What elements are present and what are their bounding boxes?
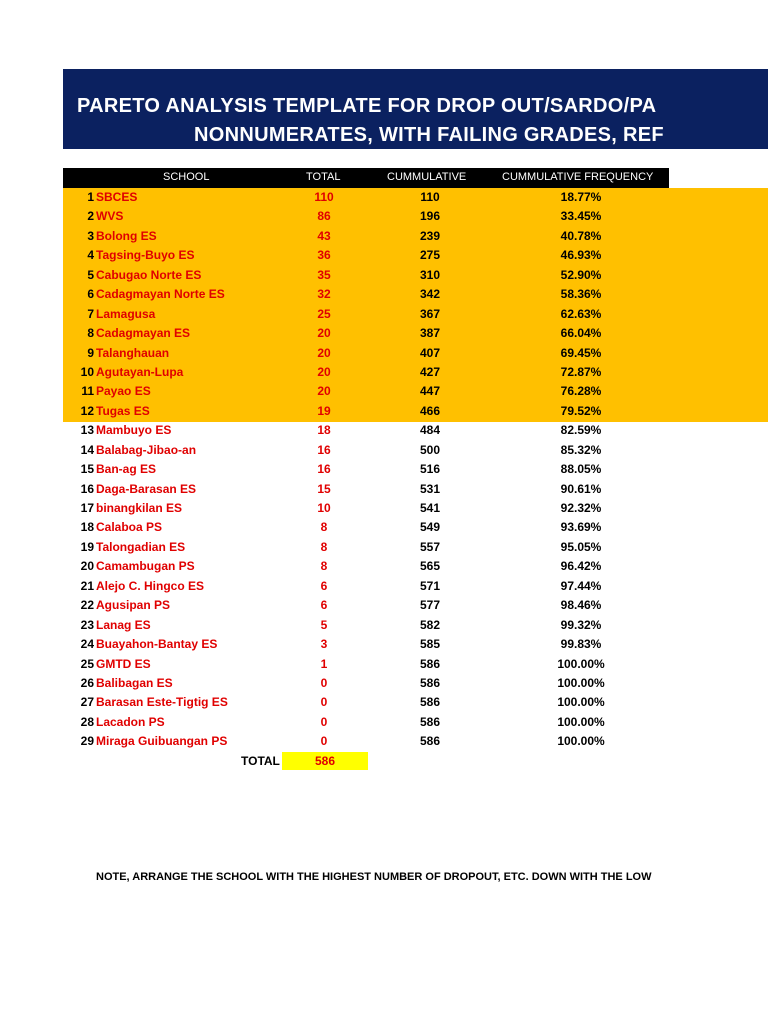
table-row: [0, 421, 768, 440]
title-line-1: PARETO ANALYSIS TEMPLATE FOR DROP OUT/SARDO/PA: [77, 95, 657, 117]
row-number: 7: [87, 306, 94, 321]
school-name: binangkilan ES: [96, 501, 183, 515]
column-header-frequency: CUMMULATIVE FREQUENCY: [502, 171, 654, 183]
cumulative-value: 586: [419, 675, 441, 690]
school-name: Daga-Barasan ES: [96, 481, 197, 496]
cumulative-value: 342: [419, 287, 441, 302]
cumulative-value: 585: [419, 637, 441, 652]
table-row: [0, 616, 768, 635]
row-number: 8: [87, 326, 94, 341]
school-name: Agutayan-Lupa: [96, 364, 184, 379]
row-number: 28: [80, 714, 94, 729]
cumulative-frequency: 72.87%: [560, 364, 602, 379]
school-name: Talongadian ES: [96, 539, 186, 554]
school-name: Miraga Guibuangan PS: [96, 734, 228, 749]
table-row: [0, 557, 768, 576]
total-value: 3: [320, 637, 328, 652]
cumulative-frequency: 66.04%: [560, 326, 602, 341]
row-number: 15: [80, 462, 94, 477]
cumulative-value: 500: [419, 442, 441, 457]
total-value: 19: [317, 403, 331, 418]
cumulative-frequency: 100.00%: [557, 734, 605, 749]
cumulative-frequency: 100.00%: [557, 675, 605, 690]
cumulative-frequency: 82.59%: [560, 423, 602, 438]
table-header: [63, 168, 669, 188]
row-number: 5: [87, 267, 94, 282]
cumulative-frequency: 40.78%: [560, 228, 602, 243]
cumulative-value: 557: [419, 539, 441, 554]
total-value: 16: [317, 442, 331, 457]
cumulative-frequency: 58.36%: [560, 287, 602, 302]
cumulative-value: 586: [419, 695, 441, 710]
cumulative-frequency: 100.00%: [557, 695, 605, 710]
school-name: Ban-ag ES: [96, 462, 157, 477]
school-name: Balabag-Jibao-an: [96, 442, 197, 457]
school-table: [0, 188, 768, 752]
school-name: WVS: [96, 209, 124, 224]
row-number: 24: [80, 637, 94, 652]
cumulative-frequency: 95.05%: [560, 539, 602, 554]
school-name: Barasan Este-Tigtig ES: [96, 695, 228, 710]
note-text: NOTE, ARRANGE THE SCHOOL WITH THE HIGHEST NUMBER OF DROPOUT, ETC. DOWN WITH THE LOW: [96, 871, 652, 883]
row-number: 6: [87, 287, 94, 302]
table-row: [0, 674, 768, 693]
row-number: 2: [87, 209, 94, 224]
table-row: [0, 596, 768, 615]
total-value: 35: [317, 267, 331, 282]
total-value: 20: [317, 384, 331, 399]
row-number: 23: [80, 617, 94, 632]
table-row: [0, 207, 768, 226]
cumulative-frequency: 90.61%: [560, 481, 602, 496]
cumulative-value: 239: [419, 228, 441, 243]
total-value: 6: [320, 578, 328, 593]
school-name: Buayahon-Bantay ES: [96, 637, 218, 652]
total-value: 8: [320, 559, 328, 574]
row-number: 22: [80, 598, 94, 613]
row-number: 27: [80, 695, 94, 710]
title-banner: [63, 69, 768, 149]
column-header-total: TOTAL: [306, 171, 341, 183]
cumulative-value: 582: [419, 617, 441, 632]
cumulative-frequency: 98.46%: [560, 598, 602, 613]
table-row: [0, 635, 768, 654]
total-value: 6: [320, 598, 328, 613]
cumulative-frequency: 85.32%: [560, 442, 602, 457]
row-number: 12: [80, 403, 94, 418]
cumulative-value: 310: [419, 267, 441, 282]
cumulative-frequency: 99.83%: [560, 637, 602, 652]
cumulative-value: 367: [419, 306, 441, 321]
cumulative-value: 571: [419, 578, 441, 593]
cumulative-frequency: 52.90%: [560, 267, 602, 282]
school-name: Talanghauan: [96, 345, 170, 360]
column-header-cumulative: CUMMULATIVE: [387, 171, 467, 183]
school-name: GMTD ES: [96, 656, 151, 671]
cumulative-frequency: 18.77%: [560, 190, 602, 204]
table-row: [0, 382, 768, 401]
table-row: [0, 538, 768, 557]
school-name: Payao ES: [96, 384, 151, 399]
row-number: 1: [87, 190, 94, 204]
total-value: 8: [320, 520, 328, 535]
row-number: 19: [80, 539, 94, 554]
cumulative-frequency: 92.32%: [560, 501, 602, 515]
total-value: 20: [317, 364, 331, 379]
cumulative-value: 447: [419, 384, 441, 399]
row-number: 17: [80, 501, 94, 515]
cumulative-value: 466: [419, 403, 441, 418]
total-value: 32: [317, 287, 331, 302]
cumulative-value: 565: [419, 559, 441, 574]
cumulative-value: 275: [419, 248, 441, 263]
table-row: [0, 402, 768, 421]
row-number: 10: [80, 364, 94, 379]
school-name: Cadagmayan ES: [96, 326, 191, 341]
cumulative-value: 549: [419, 520, 441, 535]
table-row: [0, 518, 768, 537]
column-header-school: SCHOOL: [163, 171, 210, 183]
cumulative-frequency: 88.05%: [560, 462, 602, 477]
school-name: Alejo C. Hingco ES: [96, 578, 205, 593]
table-row: [0, 246, 768, 265]
table-row: [0, 713, 768, 732]
row-number: 29: [80, 734, 94, 749]
total-label: TOTAL: [241, 754, 280, 768]
total-value: 43: [317, 228, 331, 243]
row-number: 26: [80, 675, 94, 690]
row-number: 13: [80, 423, 94, 438]
school-name: Camambugan PS: [96, 559, 195, 574]
cumulative-value: 387: [419, 326, 441, 341]
school-name: Tagsing-Buyo ES: [96, 248, 195, 263]
school-name: Calaboa PS: [96, 520, 163, 535]
school-name: Cadagmayan Norte ES: [96, 287, 225, 302]
cumulative-value: 586: [419, 656, 441, 671]
table-row: [0, 441, 768, 460]
total-value-cell: [282, 752, 368, 770]
total-value: 36: [317, 248, 331, 263]
cumulative-frequency: 33.45%: [560, 209, 602, 224]
row-number: 18: [80, 520, 94, 535]
school-name: Lacadon PS: [96, 714, 165, 729]
cumulative-frequency: 62.63%: [560, 306, 602, 321]
cumulative-value: 577: [419, 598, 441, 613]
total-value: 18: [317, 423, 331, 438]
cumulative-frequency: 100.00%: [557, 714, 605, 729]
cumulative-value: 586: [419, 714, 441, 729]
total-value: 586: [314, 754, 336, 768]
school-name: Lamagusa: [96, 306, 156, 321]
cumulative-frequency: 46.93%: [560, 248, 602, 263]
total-value: 5: [320, 617, 328, 632]
total-value: 110: [314, 190, 334, 204]
total-value: 20: [317, 345, 331, 360]
row-number: 9: [87, 345, 94, 360]
row-number: 21: [80, 578, 94, 593]
cumulative-value: 531: [419, 481, 441, 496]
cumulative-value: 196: [419, 209, 441, 224]
school-name: Balibagan ES: [96, 675, 173, 690]
row-number: 11: [81, 384, 94, 399]
row-number: 3: [87, 228, 94, 243]
cumulative-frequency: 100.00%: [557, 656, 605, 671]
table-row: [0, 499, 768, 518]
table-row: [0, 480, 768, 499]
row-number: 25: [80, 656, 94, 671]
total-value: 15: [317, 481, 331, 496]
school-name: Lanag ES: [96, 617, 151, 632]
school-name: Cabugao Norte ES: [96, 267, 202, 282]
table-row: [0, 732, 768, 751]
table-row: [0, 460, 768, 479]
total-value: 20: [317, 326, 331, 341]
table-row: [0, 655, 768, 674]
total-value: 0: [320, 675, 328, 690]
cumulative-frequency: 79.52%: [560, 403, 602, 418]
cumulative-frequency: 76.28%: [560, 384, 602, 399]
school-name: Agusipan PS: [96, 598, 171, 613]
row-number: 14: [80, 442, 94, 457]
table-row: [0, 324, 768, 343]
school-name: Bolong ES: [96, 228, 157, 243]
total-value: 1: [320, 656, 328, 671]
total-value: 8: [320, 539, 328, 554]
total-value: 0: [320, 695, 328, 710]
cumulative-value: 407: [419, 345, 441, 360]
total-value: 0: [320, 734, 328, 749]
table-row: [0, 227, 768, 246]
total-value: 0: [320, 714, 328, 729]
table-row: [0, 266, 768, 285]
row-number: 4: [87, 248, 94, 263]
cumulative-frequency: 93.69%: [560, 520, 602, 535]
table-row: [0, 344, 768, 363]
cumulative-value: 516: [419, 462, 441, 477]
table-row: [0, 285, 768, 304]
school-name: Tugas ES: [96, 403, 150, 418]
cumulative-frequency: 96.42%: [560, 559, 602, 574]
table-row: [0, 305, 768, 324]
title-line-2: NONNUMERATES, WITH FAILING GRADES, REF: [194, 124, 664, 146]
total-value: 16: [317, 462, 331, 477]
cumulative-frequency: 69.45%: [560, 345, 602, 360]
total-value: 10: [317, 501, 331, 515]
table-row: [0, 693, 768, 712]
table-row: [0, 363, 768, 382]
total-value: 25: [317, 306, 331, 321]
school-name: SBCES: [96, 190, 138, 204]
school-name: Mambuyo ES: [96, 423, 172, 438]
row-number: 20: [80, 559, 94, 574]
cumulative-value: 110: [420, 190, 440, 204]
row-number: 16: [80, 481, 94, 496]
cumulative-value: 427: [419, 364, 441, 379]
cumulative-value: 586: [419, 734, 441, 749]
cumulative-value: 541: [419, 501, 441, 515]
table-row: [0, 577, 768, 596]
cumulative-frequency: 97.44%: [560, 578, 602, 593]
table-row: [0, 188, 768, 207]
cumulative-frequency: 99.32%: [560, 617, 602, 632]
cumulative-value: 484: [419, 423, 441, 438]
total-value: 86: [317, 209, 331, 224]
